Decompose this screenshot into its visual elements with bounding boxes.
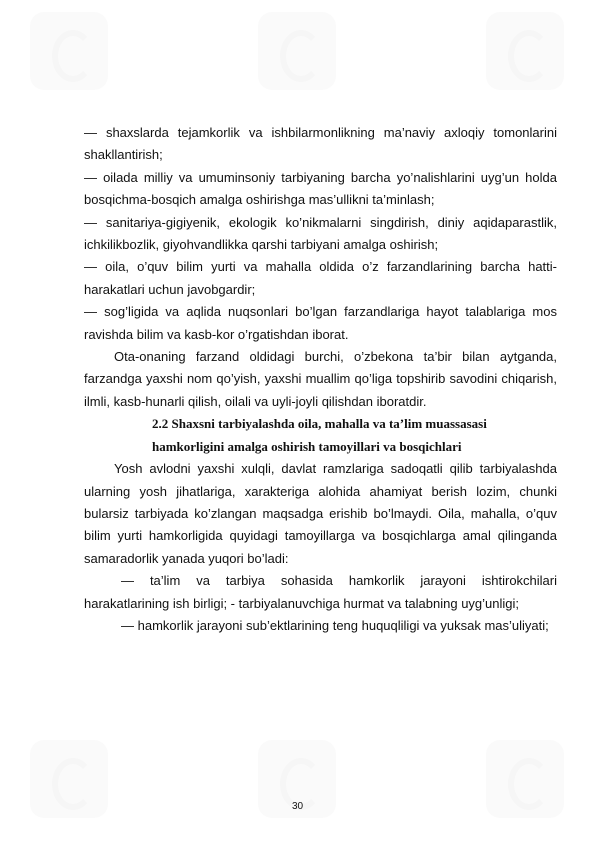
page-number: 30 — [291, 801, 304, 812]
body-paragraph: Yosh avlodni yaxshi xulqli, davlat ramzlariga sadoqatli qilib tarbiyalashda ularning yosh jihatlariga, xarakteriga alohida ahamiyat berish lozim, chunki bularsiz tarbiyada ko’zlangan maqsadga erishib bo’lmaydi. Oila, mahalla, o’quv bilim yurti hamkorligida quyidagi tamoyillarga va bosqichlarga amal qilinganda samaradorlik yanada yuqori bo’ladi: — [84, 461, 557, 566]
list-item: — shaxslarda tejamkorlik va ishbilarmonlikning ma’naviy axloqiy tomonlarini shakllantirish; — [84, 125, 557, 163]
principle-item: — hamkorlik jarayoni sub’ektlarining teng huquqliligi va yuksak mas’uliyati; — [121, 617, 549, 633]
list-item: — sanitariya-gigiyenik, ekologik ko’nikmalarni singdirish, diniy aqidaparastlik, ichkilikbozlik, giyohvandlikka qarshi tarbiyani amalga oshirish; — [84, 214, 557, 253]
section-heading: hamkorligini amalga oshirish tamoyillari va bosqichlari — [152, 438, 462, 454]
watermark-logo-icon — [30, 12, 108, 90]
list-item: — oila, o’quv bilim yurti va mahalla oldida o’z farzandlarining barcha hatti-harakatlari uchun javobgardir; — [84, 259, 557, 297]
list-item: — sog’ligida va aqlida nuqsonlari bo’lgan farzandlariga hayot talablariga mos ravishda bilim va kasb-kor o’rgatishdan iborat. — [84, 304, 557, 342]
principle-item: — ta’lim va tarbiya sohasida hamkorlik jarayoni ishtirokchilari harakatlarining ish birligi; - tarbiyalanuvchiga hurmat va talabning uyg’unligi; — [84, 573, 557, 611]
body-paragraph: Ota-onaning farzand oldidagi burchi, o’zbekona ta’bir bilan aytganda, farzandga yaxshi nom qo’yish, yaxshi muallim qo’liga topshirib savodini chiqarish, ilmli, kasb-hunarli qilish, oilali va uyli-joyli qilishdan iboratdir. — [84, 349, 557, 409]
watermark-logo-icon — [486, 12, 564, 90]
list-item: — oilada milliy va umuminsoniy tarbiyaning barcha yo’nalishlarini uyg’un holda bosqichma-bosqich amalga oshirishga mas’ullikni ta’minlash; — [84, 169, 557, 208]
watermark-logo-icon — [258, 12, 336, 90]
page-content — [84, 122, 557, 637]
section-heading: 2.2 Shaxsni tarbiyalashda oila, mahalla va ta’lim muassasasi — [152, 416, 487, 432]
